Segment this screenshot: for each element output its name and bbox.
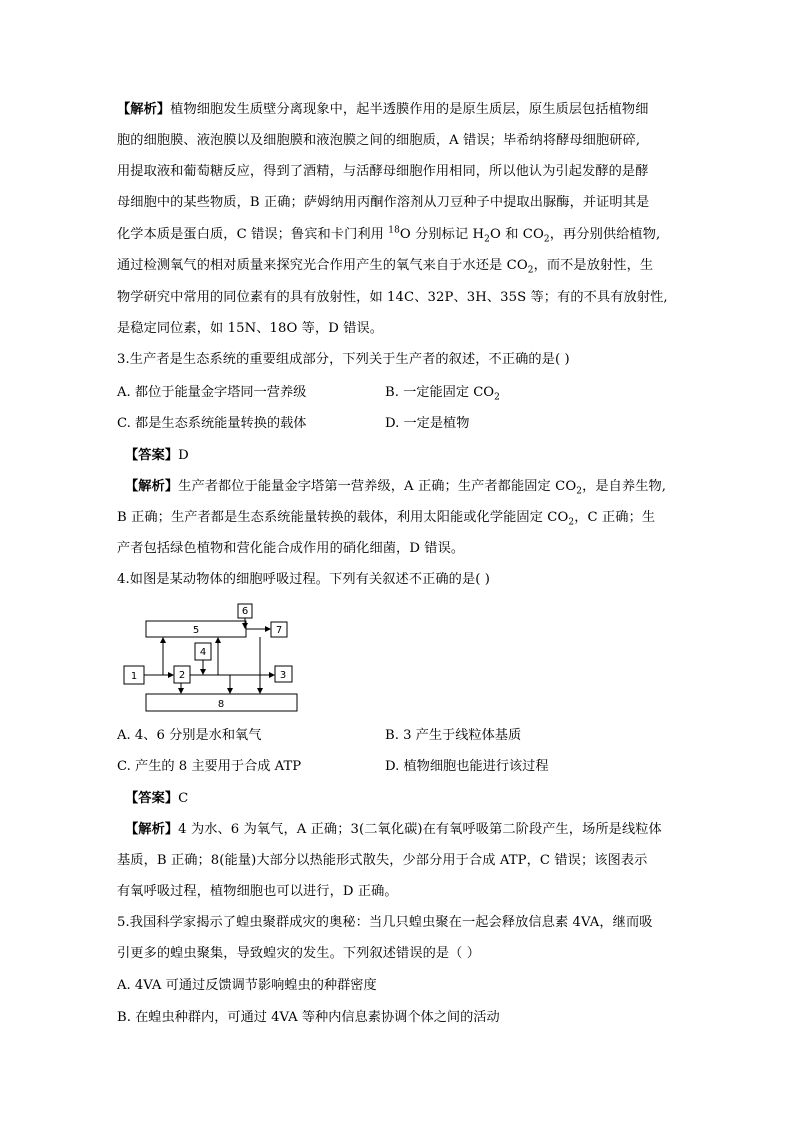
- question-5-stem: 5.我国科学家揭示了蝗虫聚群成灾的奥秘：当几只蝗虫聚在一起会释放信息素 4VA，继而吸: [117, 915, 653, 930]
- explanation-line: 【解析】植物细胞发生质壁分离现象中，起半透膜作用的是原生质层，原生质层包括植物细: [117, 102, 649, 117]
- q4-option-d: D. 植物细胞也能进行该过程: [385, 759, 549, 774]
- diagram-label-2: 2: [178, 670, 186, 681]
- q4-option-c: C. 产生的 8 主要用于合成 ATP: [117, 759, 302, 774]
- diagram-label-3: 3: [279, 670, 287, 681]
- explanation-line: 化学本质是蛋白质，C 错误；鲁宾和卡门利用 $^{18}$O 分别标记 $H_2O$ 和 $CO_2$，再分别供给植物,: [117, 225, 661, 245]
- explanation-line: 用提取液和葡萄糖反应，得到了酒精，与活酵母细胞作用相同，所以他认为引起发酵的是酵: [117, 164, 649, 179]
- q3-option-d: D. 一定是植物: [385, 416, 470, 431]
- q3-option-c: C. 都是生态系统能量转换的载体: [117, 416, 307, 431]
- q3-explanation-line: B 正确；生产者都是生态系统能量转换的载体，利用太阳能或化学能固定 $CO_2$，C 正确；生: [117, 510, 656, 528]
- explanation-line: 物学研究中常用的同位素有的具有放射性，如 14C、32P、3H、35S 等；有的不具有放射性,: [117, 290, 668, 305]
- q5-option-b: B. 在蝗虫种群内，可通过 4VA 等种内信息素协调个体之间的活动: [117, 1010, 500, 1025]
- q4-explanation-line: 【解析】4 为水、6 为氧气，A 正确；3(二氧化碳)在有氧呼吸第二阶段产生，场所是线粒体: [125, 822, 662, 837]
- diagram-label-5: 5: [192, 625, 200, 636]
- question-3-stem: 3.生产者是生态系统的重要组成部分，下列关于生产者的叙述，不正确的是( ): [117, 352, 570, 367]
- diagram-label-4: 4: [199, 647, 207, 658]
- q4-option-a: A. 4、6 分别是水和氧气: [117, 728, 262, 743]
- explanation-line: 胞的细胞膜、液泡膜以及细胞膜和液泡膜之间的细胞质，A 错误；毕希纳将酵母细胞研碎,: [117, 133, 641, 148]
- q3-explanation-line: 产者包括绿色植物和营化能合成作用的硝化细菌，D 错误。: [117, 541, 465, 556]
- diagram-label-7: 7: [275, 625, 283, 636]
- explanation-line: 母细胞中的某些物质，B 正确；萨姆纳用丙酮作溶剂从刀豆种子中提取出脲酶，并证明其是: [117, 195, 650, 210]
- q5-option-a: A. 4VA 可通过反馈调节影响蝗虫的种群密度: [117, 978, 377, 993]
- q3-option-b: B. 一定能固定 $CO_2$: [385, 385, 500, 403]
- question-4-stem: 4.如图是某动物体的细胞呼吸过程。下列有关叙述不正确的是( ): [117, 572, 491, 587]
- question-5-stem: 引更多的蝗虫聚集，导致蝗灾的发生。下列叙述错误的是（ ）: [117, 946, 481, 961]
- diagram-label-6: 6: [241, 606, 249, 617]
- explanation-line: 是稳定同位素，如 15N、18O 等，D 错误。: [117, 321, 384, 336]
- explanation-line: 通过检测氧气的相对质量来探究光合作用产生的氧气来自于水还是 $CO_2$，而不是放射性，生: [117, 258, 654, 276]
- q3-option-a: A. 都位于能量金字塔同一营养级: [117, 385, 307, 400]
- q3-answer: 【答案】D: [125, 448, 189, 463]
- q4-explanation-line: 基质，B 正确；8(能量)大部分以热能形式散失，少部分用于合成 ATP，C 错误；该图表示: [117, 853, 648, 868]
- q3-explanation-line: 【解析】生产者都位于能量金字塔第一营养级，A 正确；生产者都能固定 $CO_2$，是自养生物,: [125, 479, 667, 497]
- diagram-label-8: 8: [217, 699, 225, 710]
- q4-answer: 【答案】C: [125, 791, 189, 806]
- q4-explanation-line: 有氧呼吸过程，植物细胞也可以进行，D 正确。: [117, 884, 398, 899]
- respiration-diagram: [118, 600, 303, 715]
- diagram-label-1: 1: [130, 671, 138, 682]
- q4-option-b: B. 3 产生于线粒体基质: [385, 728, 522, 743]
- explanation-label: 【解析】: [117, 102, 171, 117]
